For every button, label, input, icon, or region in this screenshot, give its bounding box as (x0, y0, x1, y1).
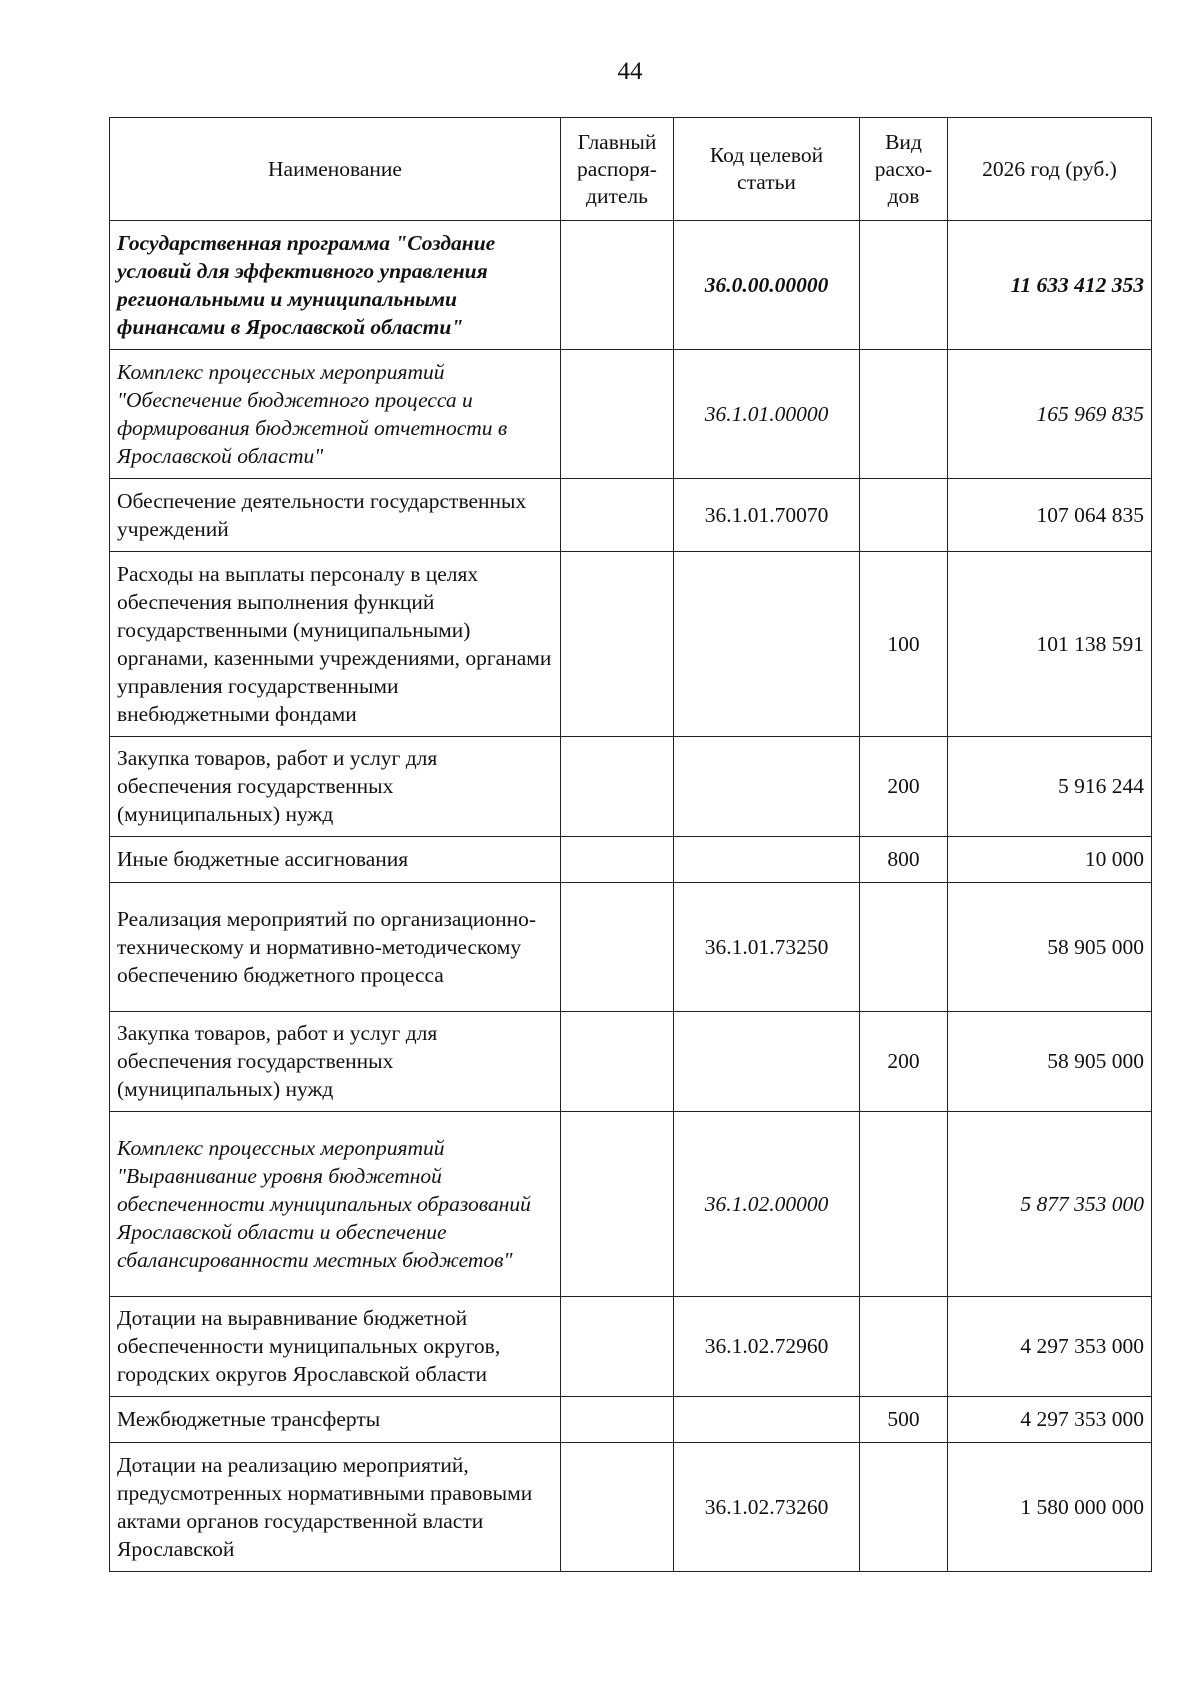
row-amount: 11 633 412 353 (948, 221, 1152, 350)
row-amount: 58 905 000 (948, 883, 1152, 1012)
table-row (110, 1297, 1152, 1397)
row-name: Закупка товаров, работ и услуг для обеспечения государственных (муниципальных) нужд (110, 1012, 561, 1112)
table-row (110, 350, 1152, 479)
table-row (110, 1397, 1152, 1443)
row-code: 36.1.01.70070 (674, 479, 860, 552)
row-name: Обеспечение деятельности государственных учреждений (110, 479, 561, 552)
row-expense-type (860, 1297, 948, 1397)
table-row (110, 221, 1152, 350)
row-expense-type: 800 (860, 837, 948, 883)
row-manager (561, 552, 674, 737)
table-row (110, 837, 1152, 883)
row-expense-type (860, 883, 948, 1012)
header-row (110, 118, 1152, 221)
row-amount: 5 877 353 000 (948, 1112, 1152, 1297)
row-code (674, 1397, 860, 1443)
table-row (110, 737, 1152, 837)
row-name: Государственная программа "Создание условий для эффективного управления региональными и муниципальными финансами в Ярославской области" (110, 221, 561, 350)
row-manager (561, 1443, 674, 1572)
row-name: Реализация мероприятий по организационно-техническому и нормативно-методическому обеспечению бюджетного процесса (110, 883, 561, 1012)
row-code: 36.1.01.00000 (674, 350, 860, 479)
row-manager (561, 737, 674, 837)
table-row (110, 1443, 1152, 1572)
row-amount: 4 297 353 000 (948, 1397, 1152, 1443)
row-amount: 165 969 835 (948, 350, 1152, 479)
header-amount: 2026 год (руб.) (948, 118, 1152, 221)
row-manager (561, 1397, 674, 1443)
row-code (674, 837, 860, 883)
row-expense-type (860, 1112, 948, 1297)
row-name: Закупка товаров, работ и услуг для обеспечения государственных (муниципальных) нужд (110, 737, 561, 837)
row-expense-type (860, 221, 948, 350)
row-amount: 10 000 (948, 837, 1152, 883)
row-expense-type (860, 479, 948, 552)
row-manager (561, 479, 674, 552)
row-code: 36.1.02.73260 (674, 1443, 860, 1572)
row-manager (561, 221, 674, 350)
row-code: 36.1.02.72960 (674, 1297, 860, 1397)
row-expense-type: 200 (860, 1012, 948, 1112)
header-name: Наименование (110, 118, 561, 221)
table-row (110, 1112, 1152, 1297)
row-manager (561, 1012, 674, 1112)
row-name: Иные бюджетные ассигнования (110, 837, 561, 883)
row-expense-type: 200 (860, 737, 948, 837)
row-expense-type (860, 350, 948, 479)
table-body (110, 221, 1152, 1572)
row-amount: 5 916 244 (948, 737, 1152, 837)
header-code: Код целевой статьи (674, 118, 860, 221)
row-expense-type (860, 1443, 948, 1572)
table-row (110, 883, 1152, 1012)
row-manager (561, 837, 674, 883)
header-expense-type: Вид расхо-дов (860, 118, 948, 221)
row-name: Дотации на реализацию мероприятий, предусмотренных нормативными правовыми актами органов государственной власти Ярославской (110, 1443, 561, 1572)
row-code (674, 737, 860, 837)
row-code: 36.1.02.00000 (674, 1112, 860, 1297)
row-amount: 1 580 000 000 (948, 1443, 1152, 1572)
row-expense-type: 500 (860, 1397, 948, 1443)
row-name: Комплекс процессных мероприятий "Выравнивание уровня бюджетной обеспеченности муниципальных образований Ярославской области и обеспечение сбалансированности местных бюджетов" (110, 1112, 561, 1297)
row-amount: 58 905 000 (948, 1012, 1152, 1112)
row-code (674, 552, 860, 737)
row-name: Дотации на выравнивание бюджетной обеспеченности муниципальных округов, городских округов Ярославской области (110, 1297, 561, 1397)
row-expense-type: 100 (860, 552, 948, 737)
row-manager (561, 1297, 674, 1397)
row-manager (561, 883, 674, 1012)
budget-table (109, 117, 1152, 1572)
row-name: Комплекс процессных мероприятий "Обеспечение бюджетного процесса и формирования бюджетной отчетности в Ярославской области" (110, 350, 561, 479)
row-amount: 101 138 591 (948, 552, 1152, 737)
row-code: 36.1.01.73250 (674, 883, 860, 1012)
row-manager (561, 350, 674, 479)
row-amount: 107 064 835 (948, 479, 1152, 552)
page-number: 44 (617, 58, 643, 85)
table-row (110, 1012, 1152, 1112)
row-amount: 4 297 353 000 (948, 1297, 1152, 1397)
table-row (110, 552, 1152, 737)
row-manager (561, 1112, 674, 1297)
row-code: 36.0.00.00000 (674, 221, 860, 350)
row-name: Расходы на выплаты персоналу в целях обеспечения выполнения функций государственными (муниципальными) органами, казенными учреждениями, органами управления государственными внебюджетными фондами (110, 552, 561, 737)
row-name: Межбюджетные трансферты (110, 1397, 561, 1443)
table-row (110, 479, 1152, 552)
header-manager: Главный распоря-дитель (561, 118, 674, 221)
row-code (674, 1012, 860, 1112)
